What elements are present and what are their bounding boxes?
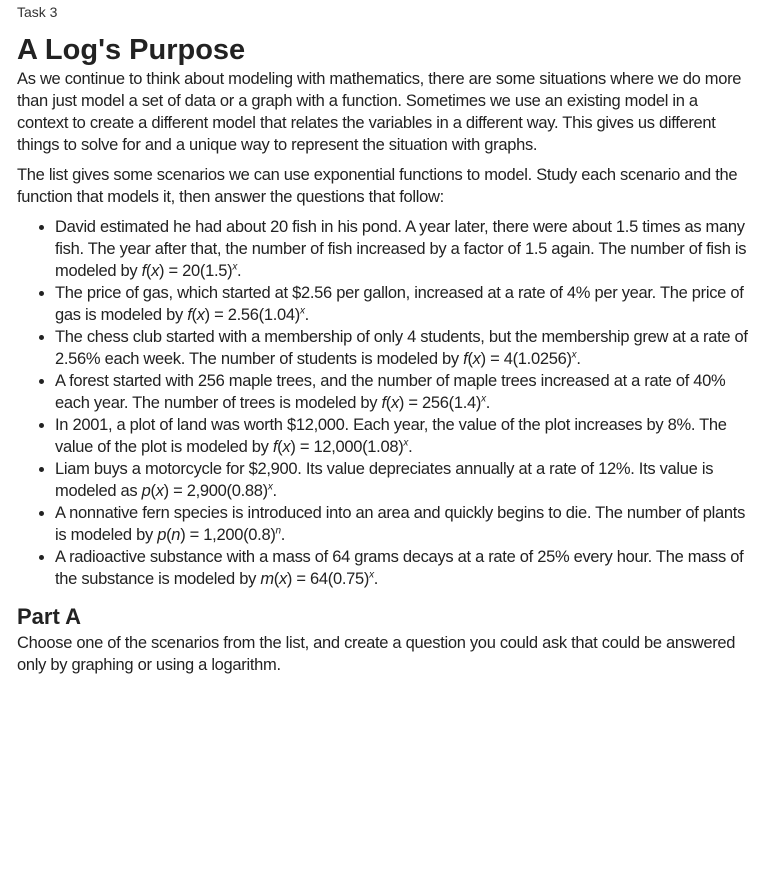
scenario-text: A forest started with 256 maple trees, and the number of maple trees increased at a rate of 40% each year. The number of trees is modeled by xyxy=(55,372,726,412)
function-expression: = 1,200(0.8) xyxy=(185,526,275,544)
function-expression: = 4(1.0256) xyxy=(486,350,572,368)
sentence-end: . xyxy=(304,306,309,324)
scenario-list xyxy=(17,216,749,590)
exponent-variable: x xyxy=(403,437,409,449)
function-name: f ( xyxy=(273,438,283,456)
sentence-end: . xyxy=(280,526,286,544)
task-label: Task 3 xyxy=(17,4,58,20)
exponent-variable: x xyxy=(232,261,238,273)
function-variable: x ) xyxy=(391,394,404,412)
function-name: p ( xyxy=(157,526,171,544)
sentence-end: . xyxy=(576,350,581,368)
function-variable: x ) xyxy=(197,306,210,324)
function-expression: = 20(1.5) xyxy=(164,262,232,280)
scenario-item xyxy=(55,326,749,370)
scenario-item xyxy=(55,502,749,546)
sentence-end: . xyxy=(485,394,491,412)
scenario-text: A radioactive substance with a mass of 64 grams decays at a rate of 25% every hour. The mass of the substance is modeled by xyxy=(55,548,744,588)
function-name: f ( xyxy=(381,394,391,412)
function-expression: = 12,000(1.08) xyxy=(296,438,404,456)
sentence-end: . xyxy=(373,570,379,588)
exponent-variable: x xyxy=(481,393,486,405)
function-name: f ( xyxy=(463,350,473,368)
function-expression: = 64(0.75) xyxy=(292,570,369,588)
function-name: p ( xyxy=(142,482,156,500)
scenario-item xyxy=(55,546,749,590)
sentence-end: . xyxy=(408,438,413,456)
scenario-item xyxy=(55,216,749,282)
function-expression: = 256(1.4) xyxy=(404,394,481,412)
scenario-item xyxy=(55,370,749,414)
exponent-variable: x xyxy=(571,349,577,361)
exponent-variable: x xyxy=(267,481,273,493)
function-variable: x ) xyxy=(156,482,169,500)
scenario-text: Liam buys a motorcycle for $2,900. Its value depreciates annually at a rate of 12%. Its value is modeled as xyxy=(55,460,714,500)
scenario-text: David estimated he had about 20 fish in his pond. A year later, there were about 1.5 times as many fish. The year after that, the number of fish increased by a factor of 1.5 again. The number of fish is modeled by xyxy=(55,218,747,280)
scenario-text: In 2001, a plot of land was worth $12,000. Each year, the value of the plot increases by 8%. The value of the plot is modeled by xyxy=(55,416,727,456)
function-variable: x ) xyxy=(282,438,295,456)
function-name: m ( xyxy=(260,570,279,588)
scenario-item xyxy=(55,414,749,458)
sentence-end: . xyxy=(272,482,277,500)
function-name: f ( xyxy=(187,306,197,324)
exponent-variable: x xyxy=(299,305,305,317)
function-expression: = 2.56(1.04) xyxy=(210,306,300,324)
intro-paragraph: As we continue to think about modeling with mathematics, there are some situations where we do more than just model a set of data or a graph with a function. Sometimes we use an existing model in a context to create a different model that relates the variables in a different way. This gives us different things to solve for and a unique way to represent the situation with graphs. xyxy=(17,70,742,154)
scenario-text: The chess club started with a membership of only 4 students, but the membership grew at a rate of 2.56% each week. The number of students is modeled by xyxy=(55,328,748,368)
exponent-variable: x xyxy=(369,569,374,581)
function-variable: n ) xyxy=(171,526,185,544)
sentence-end: . xyxy=(237,262,242,280)
function-variable: x ) xyxy=(151,262,164,280)
page-title: A Log's Purpose xyxy=(17,34,246,66)
function-name: f ( xyxy=(142,262,152,280)
scenario-text: The price of gas, which started at $2.56 per gallon, increased at a rate of 4% per year. The price of gas is modeled by xyxy=(55,284,744,324)
part-a-prompt: Choose one of the scenarios from the list, and create a question you could ask that could be answered only by graphing or using a logarithm. xyxy=(17,634,736,674)
scenario-item xyxy=(55,458,749,502)
scenario-item xyxy=(55,282,749,326)
scenario-text: A nonnative fern species is introduced into an area and quickly begins to die. The number of plants is modeled by xyxy=(55,504,746,544)
function-variable: x ) xyxy=(473,350,486,368)
part-a-heading: Part A xyxy=(17,604,81,629)
instructions-paragraph: The list gives some scenarios we can use exponential functions to model. Study each scenario and the function that models it, then answer the questions that follow: xyxy=(17,166,738,206)
function-variable: x ) xyxy=(279,570,292,588)
exponent-variable: n xyxy=(275,525,281,537)
function-expression: = 2,900(0.88) xyxy=(169,482,268,500)
